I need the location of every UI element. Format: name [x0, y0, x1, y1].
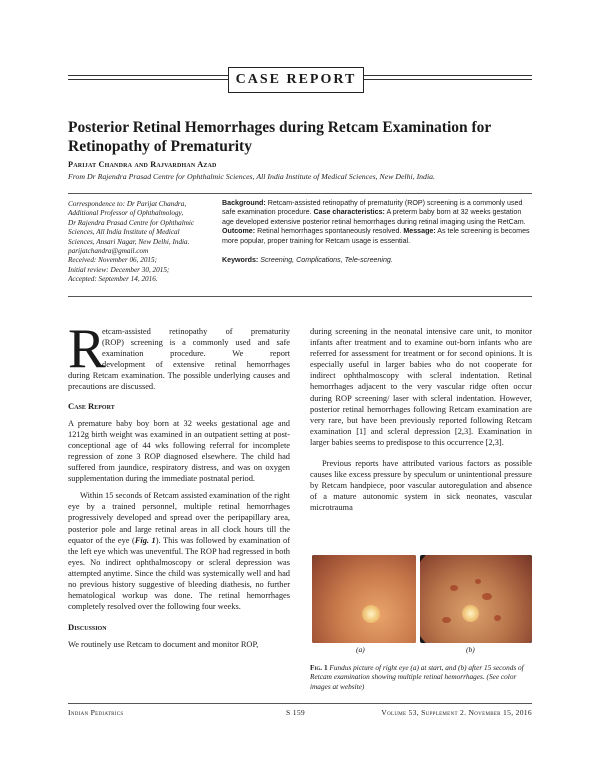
- intro-line: development of extensive retinal hemorrhages: [102, 360, 290, 370]
- drop-cap: R: [68, 318, 106, 380]
- case-paragraph-1: A premature baby boy born at 32 weeks gestational age and 1212g birth weight was examined in an outpatient setting at post-conceptional age of 44 wks following referral for incomplete regression of zone 3 ROP diagnosed elsewhere. The child had suffered from jaundice, respiratory distress, and was on oxygen supplementation during the immediate postnatal period.: [68, 418, 290, 484]
- case-paragraph-2-text: Within 15 seconds of Retcam assisted examination of the right eye by a trained personnel, multiple retinal hemorrhages progressively developed and spread over the peripapillary area, posterior pole and large retinal areas in all clock hours till the equator of the eye (: [68, 491, 290, 545]
- affiliation: From Dr Rajendra Prasad Centre for Ophthalmic Sciences, All India Institute of Medical Sciences, New Delhi, India.: [68, 172, 435, 181]
- abstract: [222, 199, 534, 246]
- footer-volume: Volume 53, Supplement 2. November 15, 2016: [381, 708, 532, 717]
- keywords-label: Keywords:: [222, 256, 259, 264]
- authors: Parijat Chandra and Rajvardhan Azad: [68, 160, 217, 169]
- footer-rule: [68, 703, 532, 704]
- title-line-1: Posterior Retinal Hemorrhages during Retcam Examination for: [68, 119, 492, 136]
- initial-review-date: Initial review: December 30, 2015;: [68, 265, 170, 274]
- article-title: [68, 118, 538, 156]
- keywords: [222, 256, 534, 264]
- discussion-heading: Discussion: [68, 622, 107, 633]
- case-paragraph-2-text-cont: ). This was followed by examination of the left eye which was uneventful. The ROP had regressed in both eyes. No indirect ophthalmoscopy or scleral depression was attempted anytime. Since the child was systemically well and had no previous history suggestive of bleeding diathesis, no further hematological workup was done. The retinal hemorrhages completely resolved over the following four weeks.: [68, 535, 290, 612]
- right-paragraph-1: during screening in the neonatal intensive care unit, to monitor infants after treatment and to examine out-born infants who are referred for assessment for treatment or for second opinions. It is especially useful in larger babies who do not cooperate for indirect ophthalmoscopy with scleral indentation. Retinal hemorrhages adjacent to the very vascular ridge often occur during ROP screening/ laser with scleral indentation. However, posterior retinal hemorrhages following Retcam examination are very rare, but have been previously reported following Retcam examination [1] and scleral depression [2,3]. Examination in larger babies seems to predispose to this occurrence [2,3].: [310, 327, 532, 447]
- abstract-message-text: As tele screening is becomes more popular, proper training for Retcam usage is essential.: [222, 227, 530, 245]
- right-column: [310, 326, 532, 514]
- abstract-background-text: Retcam-assisted retinopathy of prematurity (ROP) screening is a commonly used safe examination procedure.: [222, 199, 523, 217]
- abstract-outcome-text: Retinal hemorrhages spontaneously resolved.: [255, 227, 404, 236]
- abstract-outcome-label: Outcome:: [222, 227, 256, 236]
- figure-caption-label: Fig. 1: [310, 663, 328, 672]
- separator-bottom: [68, 296, 532, 297]
- figure-label-a: (a): [356, 645, 365, 654]
- title-line-2: Retinopathy of Prematurity: [68, 138, 252, 155]
- correspondence-line: Dr Rajendra Prasad Centre for Ophthalmic: [68, 218, 195, 227]
- abstract-case-text: A preterm baby born at 32 weeks gestation age developed extensive posterior retinal hemorrhages during retinal imaging using the RetCam.: [222, 208, 526, 226]
- correspondence-line: Correspondence to: Dr Parijat Chandra,: [68, 200, 187, 208]
- abstract-background-label: Background:: [222, 199, 266, 207]
- figure-label-b: (b): [466, 645, 475, 654]
- intro-line: (ROP) screening is a commonly used and safe: [102, 338, 290, 348]
- intro-line: examination procedure. We report: [102, 349, 290, 359]
- abstract-message-label: Message:: [403, 227, 436, 236]
- figure-caption: [310, 663, 532, 691]
- correspondence-line: Sciences, Ansari Nagar, New Delhi, India.: [68, 237, 190, 246]
- discussion-paragraph: We routinely use Retcam to document and monitor ROP,: [68, 640, 259, 650]
- case-report-label: CASE REPORT: [235, 72, 357, 87]
- accepted-date: Accepted: September 14, 2016.: [68, 275, 158, 284]
- abstract-case-label: Case characteristics:: [313, 208, 385, 217]
- right-paragraph-2: Previous reports have attributed various factors as possible causes like excess pressure by speculum or unintentional pressure by Retcam handpiece, poor vascular autoregulation and absence of a mature autonomic system in sick neonates, vascular microtrauma: [310, 459, 532, 513]
- separator-top: [68, 193, 532, 194]
- footer-page-number: S 159: [286, 708, 306, 717]
- keywords-text: Screening, Complications, Tele-screening.: [258, 256, 393, 264]
- fundus-photo-b: [420, 555, 532, 643]
- correspondence-line: Additional Professor of Ophthalmology,: [68, 209, 184, 218]
- correspondence: [68, 200, 218, 285]
- fundus-photo-a: [312, 555, 416, 643]
- intro-line: etcam-assisted retinopathy of prematurity: [102, 327, 290, 336]
- intro-text: during Retcam examination. The possible underlying causes and precautions are discussed.: [68, 371, 290, 392]
- correspondence-line: Sciences, All India Institute of Medical: [68, 228, 180, 237]
- case-report-banner: [228, 67, 364, 93]
- fig-reference: Fig. 1: [134, 535, 156, 545]
- case-paragraph-2: [68, 490, 290, 612]
- footer-journal: Indian Pediatrics: [68, 708, 124, 717]
- received-date: Received: November 06, 2015;: [68, 256, 158, 265]
- correspondence-email: parijatchandra@gmail.com: [68, 247, 149, 256]
- left-column: [68, 318, 290, 650]
- case-report-heading: Case Report: [68, 400, 115, 411]
- figure-caption-text: Fundus picture of right eye (a) at start, and (b) after 15 seconds of Retcam examination showing multiple retinal hemorrhages. (See color images at website): [310, 663, 524, 691]
